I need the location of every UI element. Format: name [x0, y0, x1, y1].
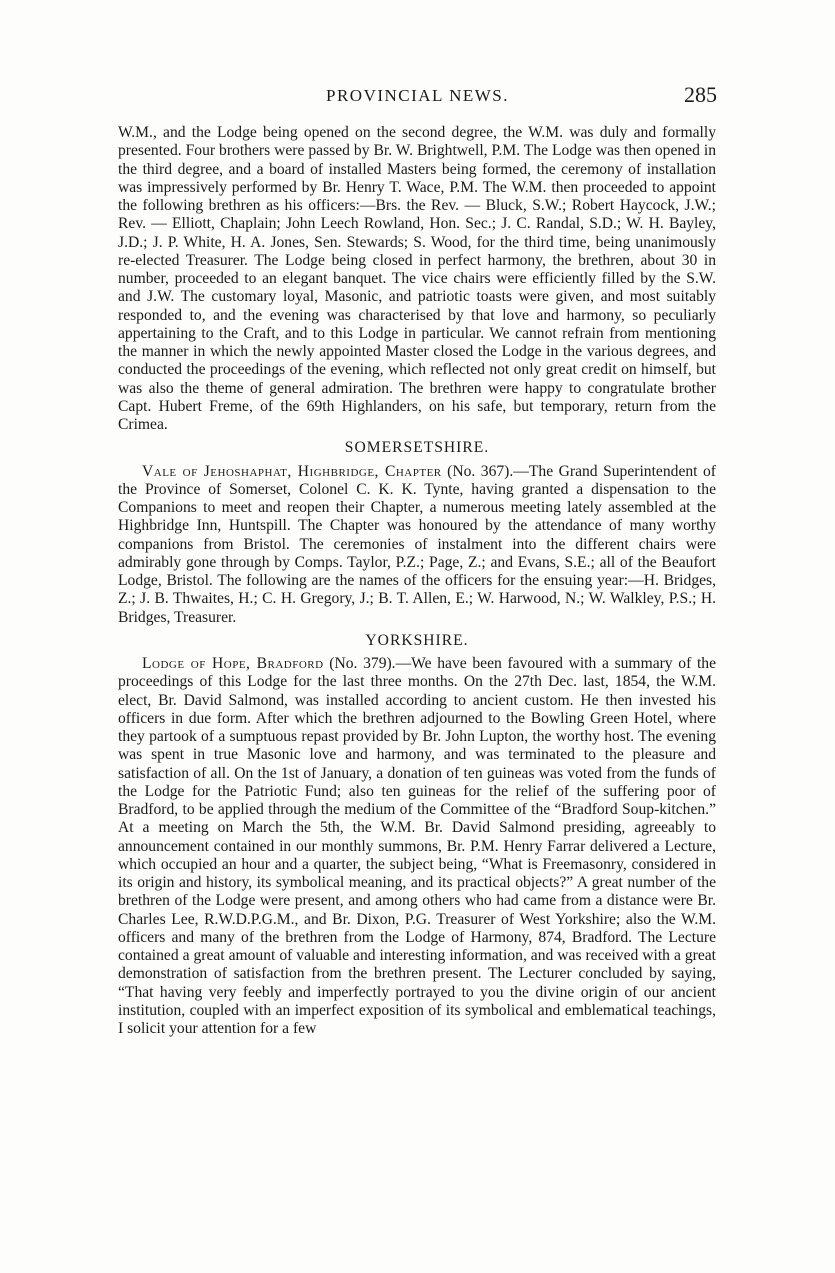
somerset-body: (No. 367).—The Grand Superintendent of the Province of Somerset, Colonel C. K. K. Tynte, having granted a dispensation to the Companions to meet and reopen their Chapter, a numerous meeting lately assembled at the Highbridge Inn, Huntspill. The Chapter was honoured by the attendance of many worthy companions from Bristol. The ceremonies of instalment into the different chairs were admirably gone through by Comps. Taylor, P.Z.; Page, Z.; and Evans, S.E.; all of the Beaufort Lodge, Bristol. The following are the names of the officers for the ensuing year:—H. Bridges, Z.; J. B. Thwaites, H.; C. H. Gregory, J.; B. T. Allen, E.; W. Harwood, N.; W. Walkley, P.S.; H. Bridges, Treasurer.	[118, 462, 716, 626]
section-heading-yorkshire: YORKSHIRE.	[365, 631, 469, 649]
somerset-lead: Vale of Jehoshaphat, Highbridge, Chapter	[142, 462, 442, 480]
yorkshire-paragraph	[118, 655, 716, 1038]
text-column	[118, 124, 716, 1038]
continued-paragraph: W.M., and the Lodge being opened on the second degree, the W.M. was duly and formally presented. Four brothers were passed by Br. W. Brightwell, P.M. The Lodge was then opened in the third degree, and a board of installed Masters being formed, the ceremony of installation was impressively performed by Br. Henry T. Wace, P.M. The W.M. then proceeded to appoint the following brethren as his officers:—Brs. the Rev. — Bluck, S.W.; Robert Haycock, J.W.; Rev. — Elliott, Chaplain; John Leech Rowland, Hon. Sec.; J. C. Randal, S.D.; W. H. Bayley, J.D.; J. P. White, H. A. Jones, Sen. Stewards; S. Wood, for the third time, being unanimously re-elected Treasurer. The Lodge being closed in perfect harmony, the brethren, about 30 in number, proceeded to an elegant banquet. The vice chairs were efficiently filled by the S.W. and J.W. The customary loyal, Masonic, and patriotic toasts were given, and most suitably responded to, and the evening was characterised by that love and harmony, so peculiarly appertaining to the Craft, and to this Lodge in particular. We cannot refrain from mentioning the manner in which the newly appointed Master closed the Lodge in the various degrees, and conducted the proceedings of the evening, which reflected not only great credit on himself, but was also the theme of general admiration. The brethren were happy to congratulate brother Capt. Hubert Freme, of the 69th Highlanders, on his safe, but temporary, return from the Crimea.	[118, 124, 716, 433]
page-title: PROVINCIAL NEWS.	[326, 86, 509, 105]
somerset-paragraph	[118, 463, 716, 627]
yorkshire-body: (No. 379).—We have been favoured with a summary of the proceedings of this Lodge for the last three months. On the 27th Dec. last, 1854, the W.M. elect, Br. David Salmond, was installed according to ancient custom. He then invested his officers in due form. After which the brethren adjourned to the Bowling Green Hotel, where they partook of a sumptuous repast provided by Br. John Lupton, the worthy host. The evening was spent in true Masonic love and harmony, and was terminated to the pleasure and satisfaction of all. On the 1st of January, a donation of ten guineas was voted from the funds of the Lodge for the Patriotic Fund; also ten guineas for the relief of the suffering poor of Bradford, to be applied through the medium of the Committee of the “Bradford Soup-kitchen.” At a meeting on March the 5th, the W.M. Br. David Salmond presiding, agreeably to announcement contained in our monthly summons, Br. P.M. Henry Farrar delivered a Lecture, which occupied an hour and a quarter, the subject being, “What is Freemasonry, considered in its origin and history, its symbolical meaning, and its practical objects?” A great number of the brethren of the Lodge were present, and among others who had came from a distance were Br. Charles Lee, R.W.D.P.G.M., and Br. Dixon, P.G. Treasurer of West Yorkshire; also the W.M. officers and many of the brethren from the Lodge of Harmony, 874, Bradford. The Lecture contained a great amount of valuable and interesting information, and was received with a great demonstration of satisfaction from the brethren present. The Lecturer concluded by saying, “That having very feebly and imperfectly portrayed to you the divine origin of our ancient institution, coupled with an imperfect exposition of its symbolical and emblematical teachings, I solicit your attention for a few	[118, 655, 717, 1037]
yorkshire-lead: Lodge of Hope, Bradford	[142, 655, 324, 672]
running-header	[118, 82, 717, 114]
section-heading-somersetshire: SOMERSETSHIRE.	[344, 439, 490, 457]
page-number: 285	[684, 82, 717, 107]
